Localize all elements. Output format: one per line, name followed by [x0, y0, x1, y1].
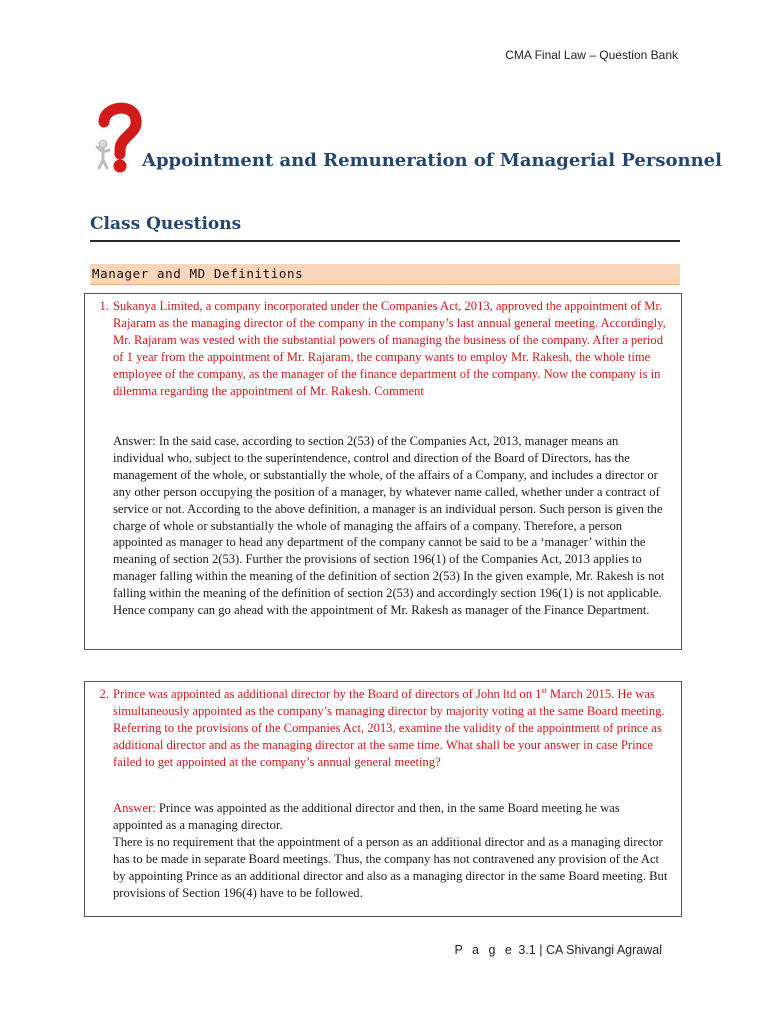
document-title: Appointment and Remuneration of Managerial Personnel	[142, 150, 722, 171]
answer-2-label: Answer:	[113, 801, 156, 815]
running-header: CMA Final Law – Question Bank	[505, 48, 678, 62]
page-label: P a g e	[454, 943, 515, 957]
title-block	[90, 98, 722, 178]
answer-1	[113, 433, 670, 619]
question-2-body-start: Prince was appointed as additional director by the Board of directors of John ltd on 1	[113, 687, 542, 701]
footer-separator: |	[539, 943, 543, 957]
answer-2-line-2: There is no requirement that the appointment of a person as an additional director and as a managing director has to be made in separate Board meetings. Thus, the company has not contravened any provision of the Act by appointing Prince as an additional director and also as a managing director in the same Board meeting. But provisions of Section 196(4) have to be followed.	[113, 834, 668, 900]
subsection-label: Manager and MD Definitions	[92, 266, 304, 281]
answer-2	[113, 800, 670, 901]
question-box-1	[84, 293, 682, 650]
section-heading: Class Questions	[90, 214, 242, 234]
answer-1-label: Answer:	[113, 434, 156, 448]
question-2-superscript: st	[541, 685, 547, 695]
question-1-body: Sukanya Limited, a company incorporated under the Companies Act, 2013, approved the appointment of Mr. Rajaram as the managing director of the company in the company’s last annual general meeting. Accordingly, Mr. Rajaram was vested with the substantial powers of managing the business of the company. After a period of 1 year from the appointment of Mr. Rajaram, the company wants to employ Mr. Rakesh, the whole time employee of the company, as the manager of the finance department of the company. Now the company is in dilemma regarding the appointment of Mr. Rakesh. Comment	[113, 299, 666, 398]
author-name: CA Shivangi Agrawal	[545, 943, 662, 957]
section-divider	[90, 240, 680, 242]
question-2-text	[99, 685, 670, 771]
question-1-text	[99, 298, 670, 399]
subsection-banner	[90, 264, 680, 285]
page-number: 3.1	[518, 943, 536, 957]
question-mark-figure-icon	[90, 98, 146, 174]
question-2-number: 2.	[99, 687, 109, 701]
question-2-body-end: March 2015. He was simultaneously appointed as the company’s managing director by majority voting at the same Board meeting. Referring to the provisions of the Companies Act, 2013, examine the validity of the appointment of prince as additional director and as the managing director at the same time. What shall be your answer in case Prince failed to get appointed at the company’s annual general meeting?	[113, 687, 665, 769]
question-box-2	[84, 681, 682, 917]
page-footer	[454, 943, 662, 957]
question-1-number: 1.	[99, 299, 109, 313]
answer-1-body: In the said case, according to section 2(53) of the Companies Act, 2013, manager means an individual who, subject to the superintendence, control and direction of the Board of Directors, has the management of the whole, or substantially the whole, of the affairs of a Company, and includes a director or any other person occupying the position of a manager, by whatever name called, whether under a contract of service or not. According to the above definition, a manager is an individual person. Such person is given the charge of whole or substantially the whole of managing the affairs of a company. Therefore, a person appointed as manager to head any department of the company cannot be said to be a ‘manager’ within the meaning of section 2(53). Further the provisions of section 196(1) of the Companies Act, 2013 applies to manager falling within the meaning of the definition of section 2(53) In the given example, Mr. Rakesh is not falling within the meaning of the definition of section 2(53) and accordingly section 196(1) is not applicable. Hence company can go ahead with the appointment of Mr. Rakesh as manager of the Finance Department.	[113, 434, 665, 618]
answer-2-line-1: Prince was appointed as the additional director and then, in the same Board meeting he was appointed as a managing director.	[113, 801, 620, 832]
